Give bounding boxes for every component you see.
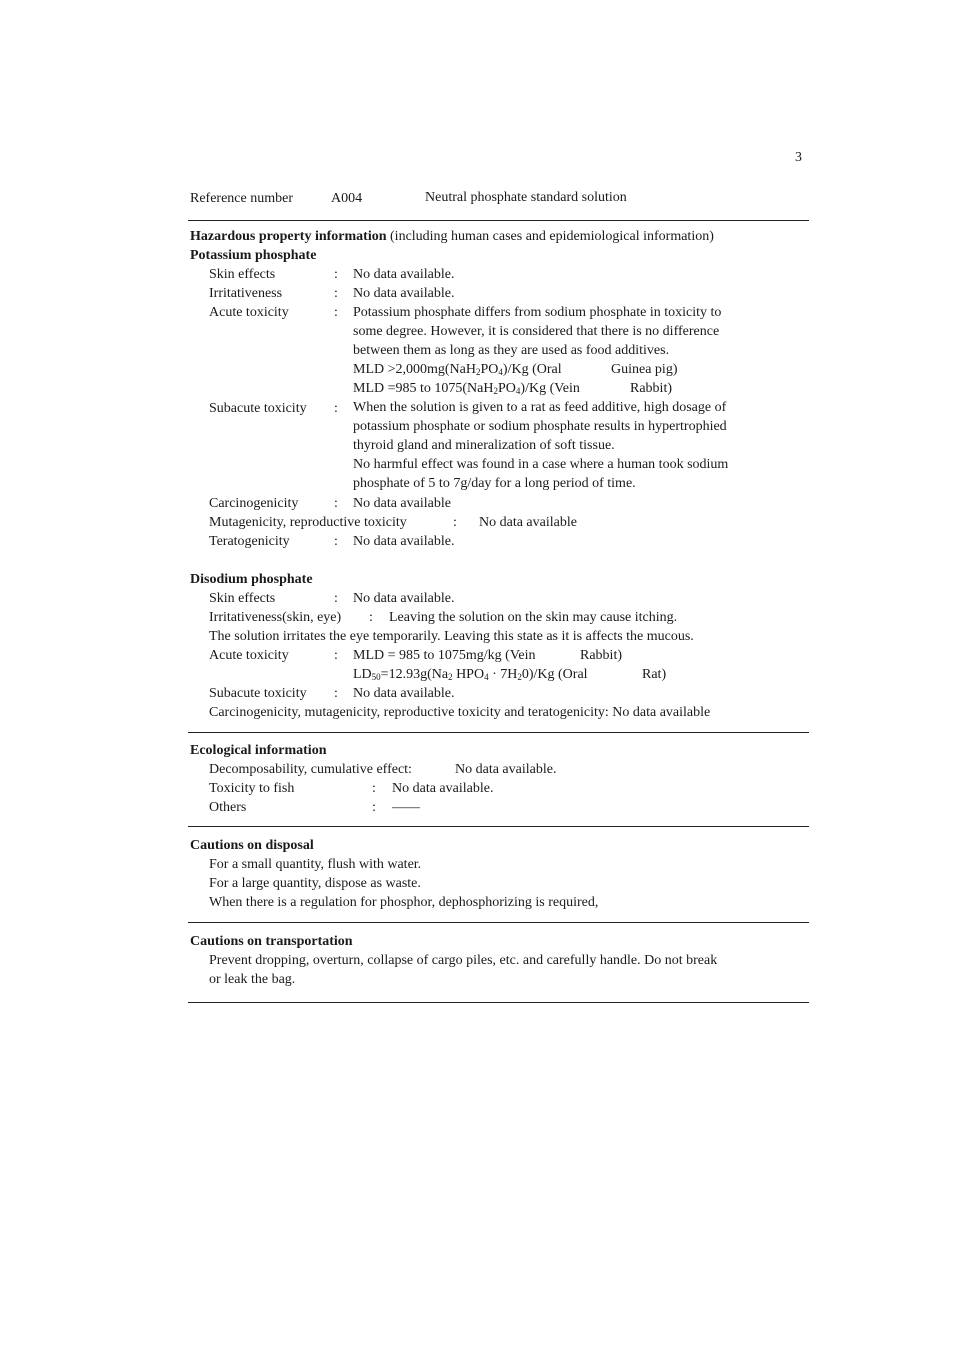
hazard-heading: Hazardous property information (including human cases and epidemiological information)	[190, 229, 714, 244]
transport-line: Prevent dropping, overturn, collapse of cargo piles, etc. and carefully handle. Do not break	[209, 953, 718, 968]
toxicity-to-fish-label: Toxicity to fish	[209, 781, 295, 796]
others-value: ——	[392, 800, 420, 815]
subacute-line: thyroid gland and mineralization of soft tissue.	[353, 438, 615, 453]
reference-number-value: A004	[331, 191, 363, 206]
disodium-acute-label: Acute toxicity	[209, 648, 289, 663]
transport-heading: Cautions on transportation	[190, 934, 353, 949]
mld-oral-line: MLD $>2,000mg(NaH_2PO_4)/Kg$ (Oral	[353, 362, 562, 377]
colon: :	[334, 267, 338, 282]
subacute-line: potassium phosphate or sodium phosphate results in hypertrophied	[353, 419, 727, 434]
subacute-toxicity-label: Subacute toxicity	[209, 401, 307, 416]
transport-line: or leak the bag.	[209, 972, 296, 987]
colon: :	[334, 534, 338, 549]
disodium-skin-label: Skin effects	[209, 591, 276, 606]
colon: :	[369, 610, 373, 625]
disodium-ld50-species: Rat)	[642, 667, 667, 682]
disodium-ld50-line: $LD_{50}=12.93g(Na_2$ $HPO_4 \cdot 7H_20)/Kg$ (Oral	[353, 667, 588, 682]
colon: :	[334, 496, 338, 511]
irritativeness-label: Irritativeness	[209, 286, 283, 301]
colon: :	[334, 686, 338, 701]
carcinogenicity-value: No data available	[353, 496, 451, 511]
colon: :	[334, 591, 338, 606]
reference-number-label: Reference number	[190, 191, 293, 206]
colon: :	[372, 800, 376, 815]
skin-effects-label: Skin effects	[209, 267, 276, 282]
acute-toxicity-line: between them as long as they are used as food additives.	[353, 343, 670, 358]
disposal-line: For a small quantity, flush with water.	[209, 857, 422, 872]
divider	[188, 922, 809, 923]
others-label: Others	[209, 800, 247, 815]
disposal-heading: Cautions on disposal	[190, 838, 314, 853]
skin-effects-value: No data available.	[353, 267, 455, 282]
colon: :	[334, 648, 338, 663]
toxicity-to-fish-value: No data available.	[392, 781, 494, 796]
disodium-irritativeness-label: Irritativeness(skin, eye)	[209, 610, 342, 625]
teratogenicity-label: Teratogenicity	[209, 534, 290, 549]
disposal-line: When there is a regulation for phosphor, dephosphorizing is required,	[209, 895, 599, 910]
disodium-mld-species: Rabbit)	[580, 648, 622, 663]
subacute-line: When the solution is given to a rat as feed additive, high dosage of	[353, 400, 727, 415]
mld-oral-species: Guinea pig)	[611, 362, 678, 377]
disodium-subacute-value: No data available.	[353, 686, 455, 701]
colon: :	[334, 305, 338, 320]
disodium-subacute-label: Subacute toxicity	[209, 686, 307, 701]
disposal-line: For a large quantity, dispose as waste.	[209, 876, 421, 891]
mutagenicity-label: Mutagenicity, reproductive toxicity	[209, 515, 407, 530]
irritativeness-value: No data available.	[353, 286, 455, 301]
acute-toxicity-line: Potassium phosphate differs from sodium phosphate in toxicity to	[353, 305, 722, 320]
colon: :	[453, 515, 457, 530]
divider	[188, 732, 809, 733]
divider	[188, 1002, 809, 1003]
colon: :	[334, 286, 338, 301]
potassium-heading: Potassium phosphate	[190, 248, 317, 263]
disodium-irritativeness-value: Leaving the solution on the skin may cause itching.	[389, 610, 678, 625]
disodium-heading: Disodium phosphate	[190, 572, 313, 587]
teratogenicity-value: No data available.	[353, 534, 455, 549]
disodium-skin-value: No data available.	[353, 591, 455, 606]
colon: :	[372, 781, 376, 796]
subacute-line: phosphate of 5 to 7g/day for a long period of time.	[353, 476, 636, 491]
mld-vein-species: Rabbit)	[630, 381, 672, 396]
mld-vein-line: MLD =985 to $1075(NaH_2PO_4)/Kg$ (Vein	[353, 381, 580, 396]
mutagenicity-value: No data available	[479, 515, 577, 530]
acute-toxicity-line: some degree. However, it is considered that there is no difference	[353, 324, 720, 339]
document-title: Neutral phosphate standard solution	[425, 190, 627, 205]
carcinogenicity-label: Carcinogenicity	[209, 496, 299, 511]
disodium-carcinogenicity-line: Carcinogenicity, mutagenicity, reproductive toxicity and teratogenicity: No data available	[209, 705, 711, 720]
acute-toxicity-label: Acute toxicity	[209, 305, 289, 320]
disodium-eye-note: The solution irritates the eye temporarily. Leaving this state as it is affects the mucous.	[209, 629, 694, 644]
colon: :	[334, 401, 338, 416]
decomposability-value: No data available.	[455, 762, 557, 777]
ecological-heading: Ecological information	[190, 743, 327, 758]
divider	[188, 826, 809, 827]
subacute-line: No harmful effect was found in a case where a human took sodium	[353, 457, 729, 472]
disodium-mld-line: MLD = 985 to 1075mg/kg (Vein	[353, 648, 536, 663]
divider	[188, 220, 809, 221]
page-number: 3	[795, 150, 802, 165]
decomposability-label: Decomposability, cumulative effect:	[209, 762, 412, 777]
